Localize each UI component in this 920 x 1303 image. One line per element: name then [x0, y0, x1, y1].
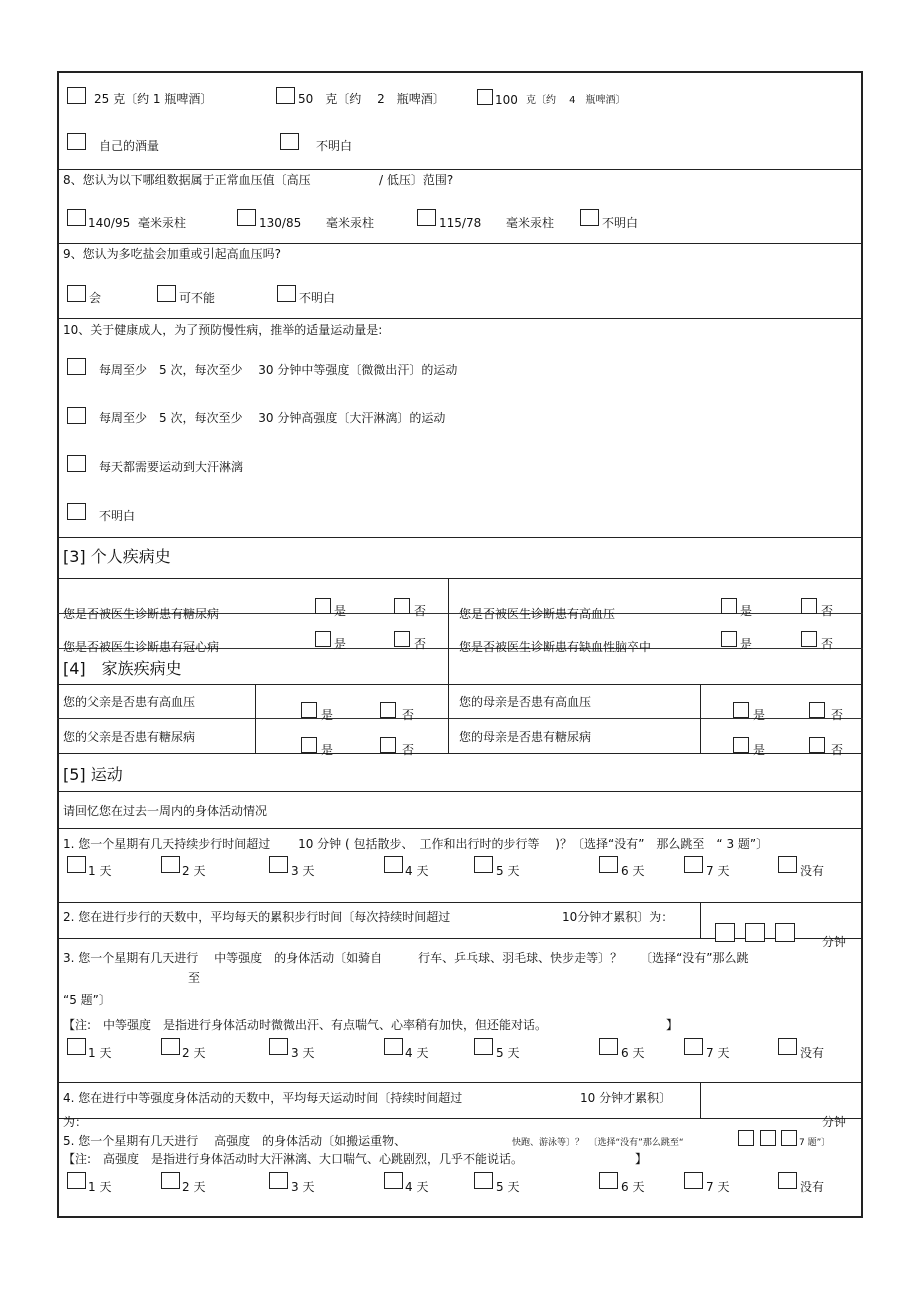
q9-question: 9、您认为多吃盐会加重或引起高血压吗? [63, 247, 282, 261]
moderate-days-checkbox-7[interactable] [684, 1038, 703, 1055]
moderate-days-label-7: 7 天 [706, 1046, 730, 1060]
row-divider [57, 578, 863, 579]
vigorous-days-checkbox-5[interactable] [474, 1172, 493, 1189]
sec5-q3-cont: “5 题”〕 [63, 993, 111, 1007]
moderate-days-checkbox-2[interactable] [161, 1038, 180, 1055]
walk-days-checkbox-4[interactable] [384, 856, 403, 873]
yes-label: 是 [321, 708, 334, 722]
checkbox-25g[interactable] [67, 87, 86, 104]
yes-label: 是 [753, 743, 766, 757]
checkbox-mother-diabetes-yes[interactable] [733, 737, 749, 753]
walk-days-label-4: 4 天 [405, 864, 429, 878]
sec5-q4-cont: 为： [63, 1115, 88, 1129]
q10-question: 10、关于健康成人，为了预防慢性病，推举的适量运动量是: [63, 323, 383, 337]
sec5-q3-zhi: 至 [188, 971, 201, 985]
sec4-father-diabetes: 您的父亲是否患有糖尿病 [63, 730, 196, 744]
q8-question: 8、您认为以下哪组数据属于正常血压值〔高压 [63, 173, 311, 187]
moderate-days-label-5: 5 天 [496, 1046, 520, 1060]
checkbox-115-78[interactable] [417, 209, 436, 226]
walk-days-label-8: 没有 [800, 864, 825, 878]
vigorous-days-label-7: 7 天 [706, 1180, 730, 1194]
sec4-mother-hypertension: 您的母亲是否患有高血压 [459, 695, 592, 709]
sec5-intro: 请回忆您在过去一周内的身体活动情况 [63, 804, 268, 818]
column-divider [700, 1082, 701, 1118]
q8-option-3-unit: 毫米汞柱 [506, 216, 555, 230]
moderate-days-checkbox-1[interactable] [67, 1038, 86, 1055]
vigorous-days-label-3: 3 天 [291, 1180, 315, 1194]
yes-label: 是 [334, 604, 347, 618]
sec5-q4-tail: 10 分钟才累积〕 [580, 1091, 672, 1105]
row-divider [57, 902, 863, 903]
column-divider [448, 578, 449, 684]
q8-option-3-value: 115/78 [439, 216, 482, 230]
moderate-days-label-3: 3 天 [291, 1046, 315, 1060]
walk-days-label-7: 7 天 [706, 864, 730, 878]
checkbox-130-85[interactable] [237, 209, 256, 226]
checkbox-hypertension-yes[interactable] [721, 598, 737, 614]
q7-option-2: 50 克〔约 2 瓶啤酒〕 [298, 92, 445, 106]
sec5-q4: 4. 您在进行中等强度身体活动的天数中，平均每天运动时间〔持续时间超过 [63, 1091, 463, 1105]
walk-days-label-6: 6 天 [621, 864, 645, 878]
q7-option-4: 自己的酒量 [99, 139, 160, 153]
q10-option-1: 每周至少 5 次，每次至少 30 分钟中等强度〔微微出汗〕的运动 [99, 363, 458, 377]
q7-option-3-value: 100 [495, 93, 518, 107]
walk-minutes-digit-1[interactable] [715, 923, 735, 942]
checkbox-diabetes-yes[interactable] [315, 598, 331, 614]
walk-days-checkbox-6[interactable] [599, 856, 618, 873]
checkbox-q10-unknown[interactable] [67, 503, 86, 520]
q10-option-2: 每周至少 5 次，每次至少 30 分钟高强度〔大汗淋漓〕的运动 [99, 411, 446, 425]
sec5-q3-note: 【注: 中等强度 是指进行身体活动时微微出汗、有点喘气、心率稍有加快，但还能对话。 [63, 1018, 548, 1032]
walk-days-label-2: 2 天 [182, 864, 206, 878]
checkbox-father-diabetes-yes[interactable] [301, 737, 317, 753]
checkbox-q9-maybe[interactable] [157, 285, 176, 302]
vigorous-days-checkbox-8[interactable] [778, 1172, 797, 1189]
q8-option-1-value: 140/95 [88, 216, 131, 230]
q7-option-3-text: 克〔约 4 瓶啤酒〕 [526, 95, 626, 106]
walk-days-checkbox-5[interactable] [474, 856, 493, 873]
moderate-days-checkbox-6[interactable] [599, 1038, 618, 1055]
walk-days-checkbox-1[interactable] [67, 856, 86, 873]
vigorous-days-checkbox-7[interactable] [684, 1172, 703, 1189]
checkbox-mother-diabetes-no[interactable] [809, 737, 825, 753]
sec4-father-hypertension: 您的父亲是否患有高血压 [63, 695, 196, 709]
sec5-q5-note: 【注: 高强度 是指进行身体活动时大汗淋漓、大口喘气、心跳剧烈，几乎不能说话。 [63, 1152, 524, 1166]
row-divider [57, 1118, 863, 1119]
checkbox-100g[interactable] [477, 89, 493, 105]
checkbox-father-hypertension-yes[interactable] [301, 702, 317, 718]
walk-minutes-unit: 分钟 [822, 935, 847, 949]
yes-label: 是 [321, 743, 334, 757]
row-divider [57, 753, 863, 754]
q8-option-2-value: 130/85 [259, 216, 302, 230]
sec5-q2-tail: 10分钟才累积〕为： [562, 910, 674, 924]
row-divider [57, 318, 863, 319]
vigorous-minutes-digit-1[interactable] [738, 1130, 754, 1146]
column-divider [700, 902, 701, 938]
checkbox-chd-yes[interactable] [315, 631, 331, 647]
checkbox-mother-hypertension-yes[interactable] [733, 702, 749, 718]
vigorous-days-checkbox-3[interactable] [269, 1172, 288, 1189]
checkbox-chd-no[interactable] [394, 631, 410, 647]
row-divider [57, 828, 863, 829]
walk-days-checkbox-3[interactable] [269, 856, 288, 873]
checkbox-q10-vigorous[interactable] [67, 407, 86, 424]
row-divider [57, 684, 863, 685]
no-label: 否 [402, 708, 415, 722]
q7-option-5: 不明白 [316, 139, 353, 153]
walk-minutes-digit-3[interactable] [775, 923, 795, 942]
q8-option-4: 不明白 [602, 216, 639, 230]
column-divider [255, 684, 256, 753]
no-label: 否 [414, 637, 427, 651]
section-3-title: [3] 个人疾病史 [63, 547, 171, 566]
checkbox-hypertension-no[interactable] [801, 598, 817, 614]
no-label: 否 [821, 604, 834, 618]
checkbox-own-capacity[interactable] [67, 133, 86, 150]
sec5-q5-tail: 快跑、游泳等〕？ 〔选择“没有”那么跳至“ [512, 1138, 684, 1148]
no-label: 否 [821, 637, 834, 651]
q8-option-1-unit: 毫米汞柱 [138, 216, 187, 230]
moderate-days-label-6: 6 天 [621, 1046, 645, 1060]
column-divider [700, 684, 701, 753]
no-label: 否 [402, 743, 415, 757]
vigorous-days-checkbox-4[interactable] [384, 1172, 403, 1189]
checkbox-mother-hypertension-no[interactable] [809, 702, 825, 718]
sec3-q-chd: 您是否被医生诊断患有冠心病 [63, 640, 220, 654]
checkbox-140-95[interactable] [67, 209, 86, 226]
moderate-minutes-unit: 分钟 [822, 1115, 847, 1129]
vigorous-days-checkbox-6[interactable] [599, 1172, 618, 1189]
no-label: 否 [831, 708, 844, 722]
checkbox-father-hypertension-no[interactable] [380, 702, 396, 718]
vigorous-days-checkbox-1[interactable] [67, 1172, 86, 1189]
vigorous-minutes-digit-3[interactable] [781, 1130, 797, 1146]
vigorous-days-label-4: 4 天 [405, 1180, 429, 1194]
sec3-q-hypertension: 您是否被医生诊断患有高血压 [459, 607, 616, 621]
row-divider [57, 938, 863, 939]
row-divider [57, 243, 863, 244]
checkbox-q9-unknown[interactable] [277, 285, 296, 302]
row-divider [57, 718, 863, 719]
moderate-days-checkbox-5[interactable] [474, 1038, 493, 1055]
vigorous-days-label-6: 6 天 [621, 1180, 645, 1194]
vigorous-days-label-5: 5 天 [496, 1180, 520, 1194]
row-divider [57, 791, 863, 792]
row-divider [57, 537, 863, 538]
vigorous-days-label-1: 1 天 [88, 1180, 112, 1194]
moderate-days-label-8: 没有 [800, 1046, 825, 1060]
q9-option-2: 可不能 [179, 291, 216, 305]
q9-option-3: 不明白 [299, 291, 336, 305]
walk-days-checkbox-8[interactable] [778, 856, 797, 873]
checkbox-q10-daily-sweat[interactable] [67, 455, 86, 472]
q10-option-4: 不明白 [99, 509, 136, 523]
moderate-days-label-2: 2 天 [182, 1046, 206, 1060]
sec5-q2: 2. 您在进行步行的天数中，平均每天的累积步行时间〔每次持续时间超过 [63, 910, 451, 924]
q7-option-1: 25 克〔约 1 瓶啤酒〕 [94, 92, 213, 106]
sec5-q3: 3. 您一个星期有几天进行 中等强度 的身体活动〔如骑自 行车、乒乓球、羽毛球、快步走等〕？ 〔选择“没有”那么跳 [63, 951, 749, 965]
moderate-days-label-4: 4 天 [405, 1046, 429, 1060]
checkbox-q10-moderate[interactable] [67, 358, 86, 375]
sec5-q5: 5. 您一个星期有几天进行 高强度 的身体活动〔如搬运重物、 [63, 1134, 407, 1148]
sec5-q5-note-end: 】 [635, 1152, 648, 1166]
section-4-title: [4] 家族疾病史 [63, 659, 182, 678]
q8-option-2-unit: 毫米汞柱 [326, 216, 375, 230]
sec4-mother-diabetes: 您的母亲是否患有糖尿病 [459, 730, 592, 744]
walk-days-checkbox-7[interactable] [684, 856, 703, 873]
walk-days-label-1: 1 天 [88, 864, 112, 878]
checkbox-stroke-yes[interactable] [721, 631, 737, 647]
checkbox-q8-unknown[interactable] [580, 209, 599, 226]
yes-label: 是 [753, 708, 766, 722]
sec3-q-diabetes: 您是否被医生诊断患有糖尿病 [63, 607, 220, 621]
row-divider [57, 1082, 863, 1083]
sec5-q3-note-end: 】 [666, 1018, 679, 1032]
vigorous-minutes-digit-2[interactable] [760, 1130, 776, 1146]
walk-days-label-3: 3 天 [291, 864, 315, 878]
section-5-title: [5] 运动 [63, 765, 123, 784]
vigorous-days-label-8: 没有 [800, 1180, 825, 1194]
walk-minutes-digit-2[interactable] [745, 923, 765, 942]
no-label: 否 [414, 604, 427, 618]
checkbox-diabetes-no[interactable] [394, 598, 410, 614]
moderate-days-checkbox-8[interactable] [778, 1038, 797, 1055]
checkbox-stroke-no[interactable] [801, 631, 817, 647]
walk-days-label-5: 5 天 [496, 864, 520, 878]
sec3-q-stroke: 您是否被医生诊断患有缺血性脑卒中 [459, 640, 652, 654]
yes-label: 是 [740, 637, 753, 651]
row-divider [57, 169, 863, 170]
sec5-q5-end: 7 题”〕 [799, 1138, 831, 1148]
moderate-days-label-1: 1 天 [88, 1046, 112, 1060]
sec5-q1: 1. 您一个星期有几天持续步行时间超过 10 分钟 ( 包括散步、 工作和出行时的步行等 )？〔选择“没有” 那么跳至 “ 3 题”〕 [63, 837, 769, 851]
checkbox-q9-yes[interactable] [67, 285, 86, 302]
vigorous-days-checkbox-2[interactable] [161, 1172, 180, 1189]
walk-days-checkbox-2[interactable] [161, 856, 180, 873]
yes-label: 是 [334, 637, 347, 651]
yes-label: 是 [740, 604, 753, 618]
column-divider [448, 684, 449, 753]
moderate-days-checkbox-4[interactable] [384, 1038, 403, 1055]
q8-question-tail: / 低压〕范围? [379, 173, 454, 187]
checkbox-father-diabetes-no[interactable] [380, 737, 396, 753]
q10-option-3: 每天都需要运动到大汗淋漓 [99, 460, 244, 474]
checkbox-50g[interactable] [276, 87, 295, 104]
q9-option-1: 会 [89, 291, 102, 305]
checkbox-q7-unknown[interactable] [280, 133, 299, 150]
moderate-days-checkbox-3[interactable] [269, 1038, 288, 1055]
vigorous-days-label-2: 2 天 [182, 1180, 206, 1194]
no-label: 否 [831, 743, 844, 757]
